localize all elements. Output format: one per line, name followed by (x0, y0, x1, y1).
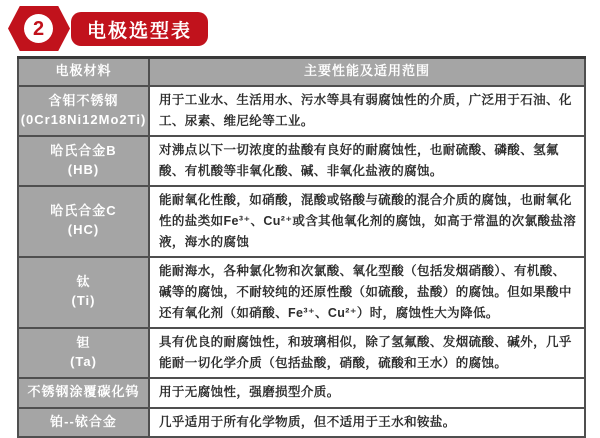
material-grade: (Ti) (71, 293, 96, 308)
section-title-banner (71, 12, 208, 46)
material-name: 含钼不锈钢 (48, 92, 119, 108)
column-header-performance: 主要性能及适用范围 (149, 58, 585, 86)
description-cell: 对沸点以下一切浓度的盐酸有良好的耐腐蚀性，也耐硫酸、磷酸、氢氟酸、有机酸等非氧化酸、碱、非氧化盐液的腐蚀。 (149, 136, 585, 186)
material-name: 钽 (76, 334, 91, 350)
material-cell (18, 328, 149, 378)
electrode-selection-table (17, 56, 586, 438)
description-cell: 几乎适用于所有化学物质，但不适用于王水和铵盐。 (149, 408, 585, 437)
material-cell (18, 86, 149, 136)
section-number-circle (24, 14, 53, 43)
column-header-material: 电极材料 (18, 58, 149, 86)
material-cell (18, 136, 149, 186)
table-header-row (18, 58, 585, 86)
table-row (18, 328, 585, 378)
table-row (18, 257, 585, 328)
table-row (18, 186, 585, 257)
description-cell: 能耐海水，各种氯化物和次氯酸、氧化型酸（包括发烟硝酸）、有机酸、碱等的腐蚀，不耐较纯的还原性酸（如硫酸，盐酸）的腐蚀。但如果酸中还有氧化剂（如硝酸、Fe³⁺、Cu²⁺）时，腐蚀性大为降低。 (149, 257, 585, 328)
material-name: 哈氏合金C (50, 203, 117, 219)
material-name: 铂--铱合金 (50, 413, 117, 429)
table-row (18, 136, 585, 186)
description-cell: 能耐氧化性酸，如硝酸，混酸或铬酸与硫酸的混合介质的腐蚀，也耐氧化性的盐类如Fe³⁺、Cu²⁺或含其他氧化剂的腐蚀，如高于常温的次氯酸盐溶液，海水的腐蚀 (149, 186, 585, 257)
table-row (18, 86, 585, 136)
description-cell: 具有优良的耐腐蚀性，和玻璃相似，除了氢氟酸、发烟硫酸、碱外，几乎能耐一切化学介质（包括盐酸，硝酸，硫酸和王水）的腐蚀。 (149, 328, 585, 378)
material-cell (18, 186, 149, 257)
material-cell (18, 378, 149, 408)
material-grade: (Ta) (70, 353, 97, 369)
page-title: 电极选型表 (86, 20, 192, 42)
material-grade: (0Cr18Ni12Mo2Ti) (20, 111, 147, 127)
material-cell (18, 257, 149, 328)
material-name: 不锈钢涂覆碳化钨 (27, 384, 140, 400)
table-row (18, 378, 585, 408)
table-row (18, 408, 585, 437)
material-cell (18, 408, 149, 437)
material-grade: (HC) (67, 222, 100, 237)
material-grade: (HB) (67, 161, 100, 177)
electrode-table-container (17, 56, 584, 438)
material-name: 哈氏合金B (50, 142, 117, 158)
description-cell: 用于无腐蚀性，强磨损型介质。 (149, 378, 585, 408)
description-cell: 用于工业水、生活用水、污水等具有弱腐蚀性的介质，广泛用于石油、化工、尿素、维尼纶等工业。 (149, 86, 585, 136)
section-number: 2 (32, 17, 45, 40)
material-name: 钛 (76, 274, 91, 290)
